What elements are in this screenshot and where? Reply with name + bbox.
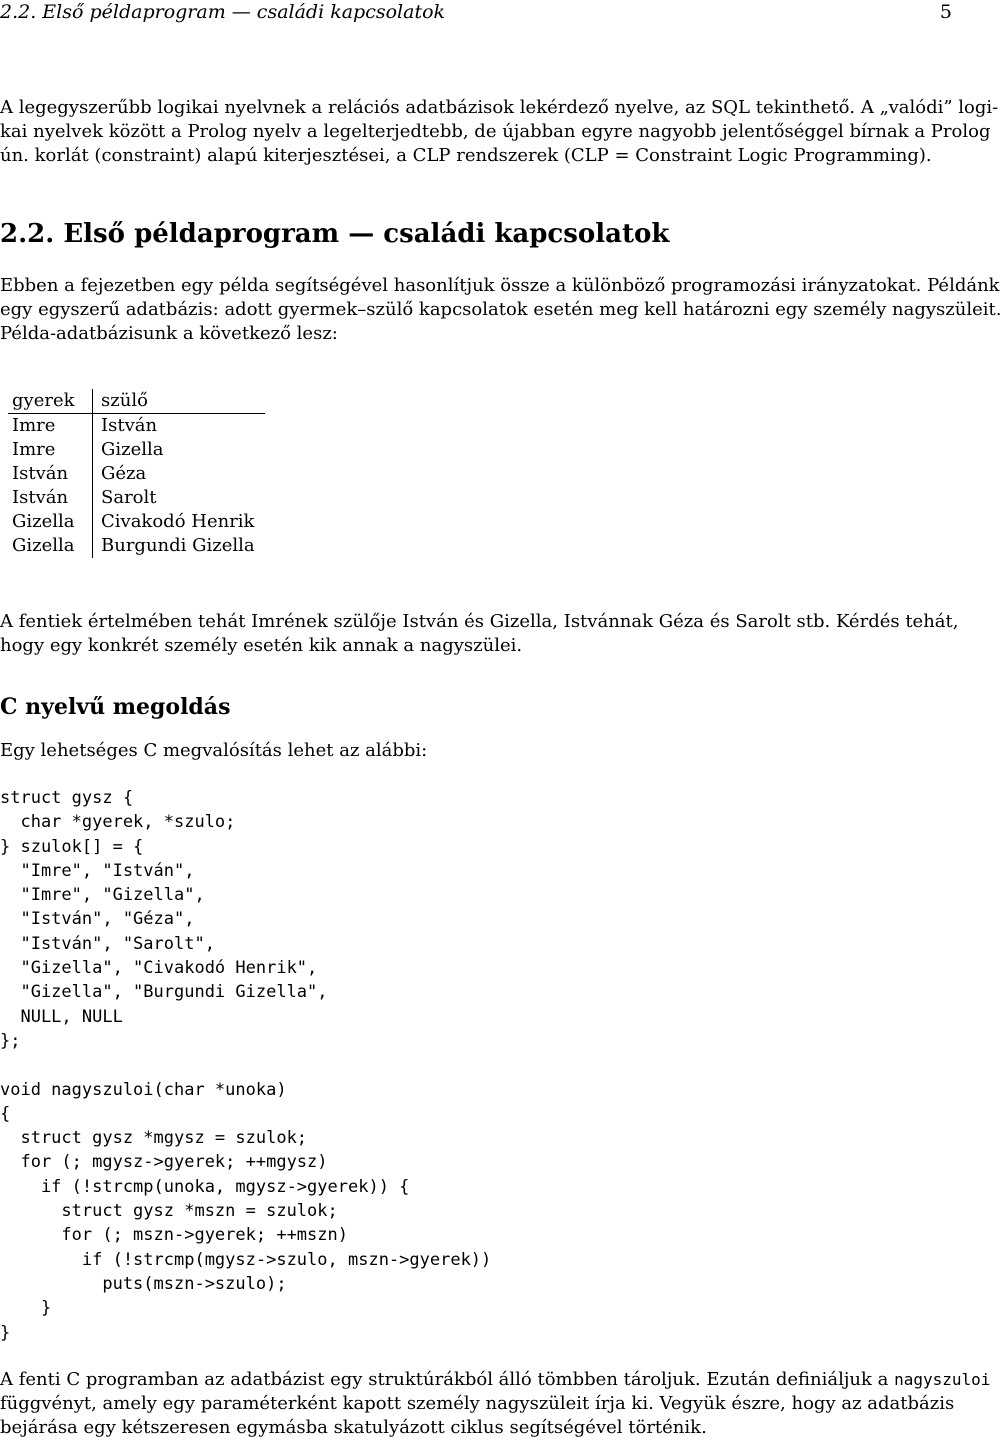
cell-gyerek: Imre	[8, 414, 93, 439]
running-header-title: 2.2. Első példaprogram — családi kapcsolatok	[0, 1, 446, 23]
page-number: 5	[939, 1, 952, 23]
inline-code-nagyszuloi: nagyszuloi	[894, 1370, 991, 1389]
intro-paragraph	[0, 96, 999, 168]
cell-szulo: Sarolt	[101, 487, 157, 508]
cell-gyerek: István	[8, 486, 93, 510]
intro-line: kai nyelvek között a Prolog nyelv a legelterjedtebb, de újabban egyre nagyobb jelentőséggel bírnak a Prolog	[0, 121, 991, 142]
subsection-intro	[0, 739, 952, 763]
after-table-line: hogy egy konkrét személy esetén kik annak a nagyszülei.	[0, 635, 523, 656]
column-header-szulo: szülő	[93, 389, 265, 414]
section-line: Ebben a fejezetben egy példa segítségével hasonlítjuk össze a különböző programozási irányzatokat. Példánk	[0, 275, 1000, 296]
cell-gyerek: Imre	[8, 438, 93, 462]
cell-szulo: Gizella	[101, 439, 164, 460]
closing-line-text: A fenti C programban az adatbázist egy struktúrákból álló tömbben tároljuk. Ezután definiáljuk a	[0, 1369, 895, 1390]
section-line: egy egyszerű adatbázis: adott gyermek–szülő kapcsolatok esetén meg kell határozni egy személy nagyszüleit.	[0, 299, 1001, 320]
subsection-intro-line: Egy lehetséges C megvalósítás lehet az alábbi:	[0, 740, 428, 761]
table-row	[8, 486, 265, 510]
cell-szulo: Géza	[101, 463, 147, 484]
parent-child-table	[8, 389, 265, 558]
cell-szulo: Civakodó Henrik	[101, 511, 255, 532]
table-row	[8, 414, 265, 439]
closing-line: bejárása egy kétszeresen egymásba skatulyázott ciklus segítségével történik.	[0, 1417, 707, 1438]
cell-szulo: István	[101, 415, 158, 436]
subsection-heading: C nyelvű megoldás	[0, 694, 231, 720]
closing-line	[0, 1368, 991, 1392]
c-code-listing: struct gysz { char *gyerek, *szulo; } szulok[] = { "Imre", "István", "Imre", "Gizella", "István", "Géza", "István", "Sarolt", "Gizella", "Civakodó Henrik", "Gizella", "Burgundi Gizella", NULL, NULL }; void nagyszuloi(char *unoka) { struct gysz *mgysz = szulok; for (; mgysz->gyerek; ++mgysz) if (!strcmp(unoka, mgysz->gyerek)) { struct gysz *mszn = szulok; for (; mszn->gyerek; ++mszn) if (!strcmp(mgysz->szulo, mszn->gyerek)) puts(mszn->szulo); } }	[0, 788, 492, 1343]
cell-gyerek: Gizella	[8, 534, 93, 558]
closing-line: függvényt, amely egy paraméterként kapott személy nagyszüleit írja ki. Vegyük észre, hogy az adatbázis	[0, 1393, 955, 1414]
after-table-line: A fentiek értelmében tehát Imrének szülője István és Gizella, Istvánnak Géza és Sarolt stb. Kérdés tehát,	[0, 611, 959, 632]
running-header	[0, 0, 952, 24]
intro-line: A legegyszerűbb logikai nyelvnek a relációs adatbázisok lekérdező nyelve, az SQL tekinthető. A „valódi” logi-	[0, 97, 999, 118]
section-line: Példa-adatbázisunk a következő lesz:	[0, 323, 338, 344]
closing-paragraph	[0, 1368, 991, 1440]
table-row	[8, 510, 265, 534]
section-heading: 2.2. Első példaprogram — családi kapcsolatok	[0, 219, 670, 249]
table-row	[8, 534, 265, 558]
table-row	[8, 462, 265, 486]
table-header-row	[8, 389, 265, 414]
column-header-gyerek: gyerek	[8, 389, 93, 414]
after-table-paragraph	[0, 610, 959, 658]
cell-szulo: Burgundi Gizella	[101, 535, 255, 556]
intro-line: ún. korlát (constraint) alapú kiterjesztései, a CLP rendszerek (CLP = Constraint Logic Programming).	[0, 145, 932, 166]
cell-gyerek: Gizella	[8, 510, 93, 534]
section-paragraph	[0, 274, 1001, 346]
table-row	[8, 438, 265, 462]
cell-gyerek: István	[8, 462, 93, 486]
